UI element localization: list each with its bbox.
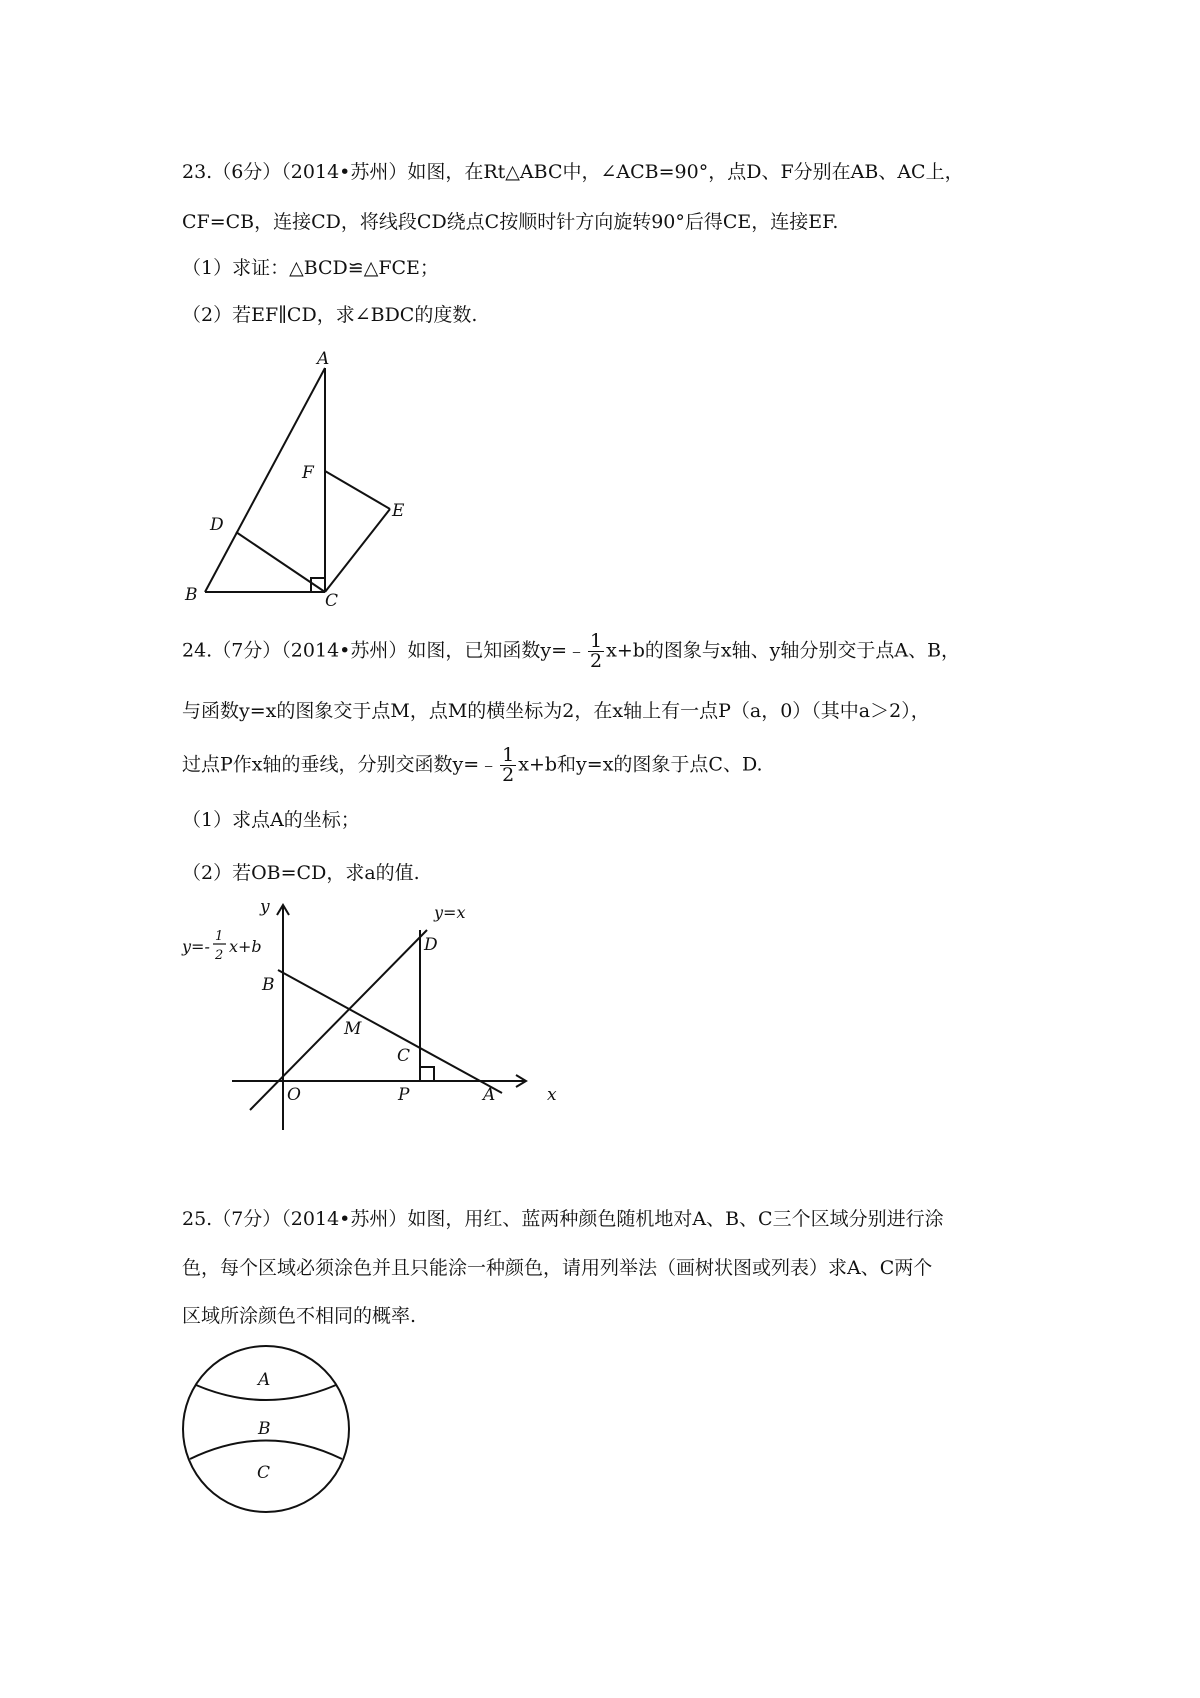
q23-label-c: C — [325, 591, 339, 611]
q24-frac-num: 1 — [590, 630, 603, 652]
q23-line-1: 23.（6分）（2014•苏州）如图，在Rt△ABC中，∠ACB=90°，点D、F分别在AB、AC上， — [182, 161, 964, 183]
q23-label-a: A — [317, 349, 330, 369]
q25-upper-arc — [196, 1385, 336, 1400]
q24-label-a: A — [483, 1085, 496, 1105]
q24-part-1: （1）求点A的坐标； — [182, 809, 360, 831]
q24-label-b: B — [262, 975, 275, 995]
q24-fn-suffix: x+b — [229, 937, 262, 956]
q24-part-2: （2）若OB=CD，求a的值. — [182, 862, 420, 884]
q23-part-2: （2）若EF∥CD，求∠BDC的度数. — [182, 304, 478, 326]
q24-label-m: M — [344, 1019, 362, 1039]
q24-line-3-start: 过点P作x轴的垂线，分别交函数y=﹣ — [182, 753, 499, 776]
q25-lower-arc — [190, 1441, 342, 1460]
q25-label-c: C — [257, 1463, 271, 1483]
q25-circle — [183, 1346, 349, 1512]
q25-label-a: A — [258, 1370, 271, 1390]
q24-fraction-half-2 — [500, 746, 516, 785]
q24-fn-num: 1 — [215, 929, 224, 944]
q24-frac-den: 2 — [590, 650, 603, 672]
q23-label-e: E — [392, 501, 405, 521]
q23-label-f: F — [302, 463, 314, 483]
q24-line-1 — [182, 632, 960, 671]
q24-line-1-end: x+b的图象与x轴、y轴分别交于点A、B， — [606, 639, 961, 662]
q23-label-b: B — [185, 585, 198, 605]
q24-line-3 — [182, 746, 763, 785]
q24-frac-num-2: 1 — [502, 744, 515, 766]
q24-fraction-half — [588, 632, 604, 671]
q24-frac-den-2: 2 — [502, 764, 515, 786]
q23-part-1: （1）求证：△BCD≌△FCE； — [182, 257, 439, 279]
q24-label-p: P — [398, 1085, 410, 1105]
q24-line-2: 与函数y=x的图象交于点M，点M的横坐标为2，在x轴上有一点P（a，0）（其中a＞2）， — [182, 700, 930, 722]
q25-label-b: B — [258, 1419, 271, 1439]
q24-label-c: C — [397, 1046, 411, 1066]
q25-line-3: 区域所涂颜色不相同的概率. — [182, 1305, 417, 1327]
q25-line-1: 25.（7分）（2014•苏州）如图，用红、蓝两种颜色随机地对A、B、C三个区域分别进行涂 — [182, 1208, 944, 1230]
q24-label-o: O — [287, 1085, 301, 1105]
q24-label-yx: y=x — [434, 903, 466, 922]
q24-label-d: D — [424, 935, 438, 955]
q24-axis-x: x — [547, 1085, 557, 1105]
q23-label-d: D — [210, 515, 224, 535]
q25-line-2: 色，每个区域必须涂色并且只能涂一种颜色，请用列举法（画树状图或列表）求A、C两个 — [182, 1257, 933, 1279]
q24-fn-prefix: y=- — [182, 937, 210, 956]
q24-line-1-start: 24.（7分）（2014•苏州）如图，已知函数y=﹣ — [182, 639, 587, 662]
q23-line-2: CF=CB，连接CD，将线段CD绕点C按顺时针方向旋转90°后得CE，连接EF. — [182, 211, 839, 233]
q24-axis-y: y — [260, 897, 270, 917]
q24-fn-den: 2 — [215, 948, 224, 963]
q24-line-3-end: x+b和y=x的图象于点C、D. — [518, 753, 763, 776]
